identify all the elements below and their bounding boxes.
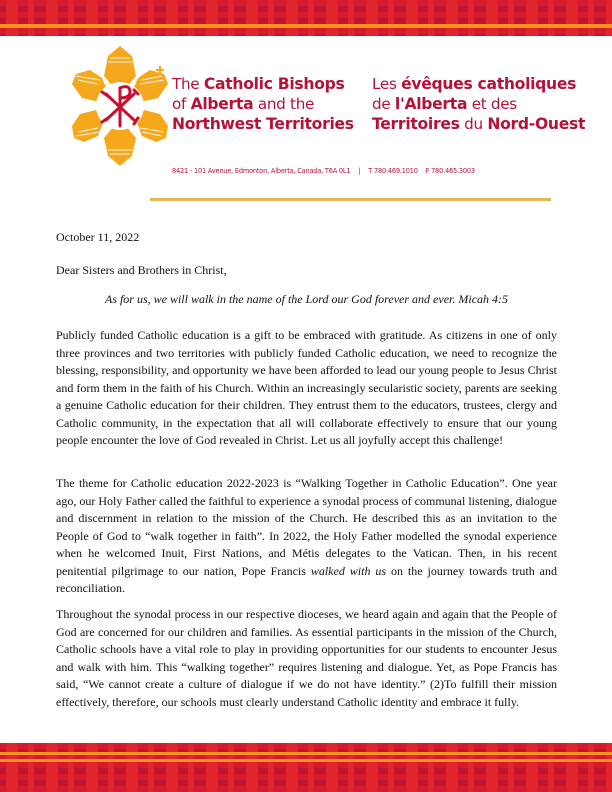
bottom-pattern-lower <box>0 762 612 792</box>
fax-number: F 780.465.3003 <box>425 167 475 175</box>
org-fr-line-1: Les évêques catholiques <box>372 75 577 93</box>
org-en-line-2: of Alberta and the <box>172 95 315 113</box>
scripture-quote: As for us, we will walk in the name of the Lord our God forever and ever. Micah 4:5 <box>104 292 509 306</box>
top-pattern-lower <box>0 28 612 36</box>
bottom-pattern-upper <box>0 743 612 752</box>
emphasis-walked-with-us: walked with us <box>310 563 387 578</box>
org-name-french <box>372 74 585 134</box>
org-fr-line-2: de l'Alberta et des <box>372 95 517 113</box>
header-divider <box>150 198 551 201</box>
paragraph-1: Publicly funded Catholic education is a gift to be embraced with gratitude. As citizens in one of only three provinces and two territories with publicly funded Catholic education, we need to recognize the blessing, responsibility, and opportunity we have been afforded to lead our young people to Jesus Christ and form them in the faith of his Church. Within an increasingly secularistic society, parents are seeking a genuine Catholic education for their children. They entrust them to the educators, trustees, clergy and Catholic community, in the expectation that all will collaborate effectively to ensure that our young people encounter the love of God revealed in Christ. Let us all joyfully accept this challenge! <box>56 328 557 447</box>
paragraph-3: Throughout the synodal process in our respective dioceses, we heard again and again that the People of God are concerned for our children and families. As essential participants in the mission of the Church, Catholic schools have a vital role to play in providing opportunities for our students to encounter Jesus and walk with him. This “walking together” requires listening and dialogue. Yet, as Pope Francis has said, “We cannot create a culture of dialogue if we do not have identity.” (2)To fulfill their mission effectively, therefore, our schools must clearly understand Catholic identity and embrace it fully. <box>56 607 557 709</box>
bottom-decorative-border <box>0 743 612 792</box>
paragraph-2: The theme for Catholic education 2022-2023 is “Walking Together in Catholic Education”. One year ago, our Holy Father called the faithful to experience a synodal process of communal listening, dialogue and discernment in relation to the mission of the Church. He described this as an invitation to the People of God to “walk together in faith”. In 2022, the Holy Father modelled the synodal experience when he welcomed Inuit, First Nations, and Métis delegates to the Vatican. Then, in his recent penitential pilgrimage to our nation, Pope Francis walked with us on the journey towards truth and reconciliation. <box>56 476 557 595</box>
phone-number: T 780.469.1010 <box>368 167 418 175</box>
top-pattern <box>0 0 612 24</box>
org-en-line-1: The Catholic Bishops <box>172 75 345 93</box>
org-fr-line-3: Territoires du Nord-Ouest <box>372 115 586 133</box>
letter-salutation: Dear Sisters and Brothers in Christ, <box>56 263 227 277</box>
contact-address-line <box>172 167 475 175</box>
top-decorative-border <box>0 0 612 36</box>
org-en-line-3: Northwest Territories <box>172 115 354 133</box>
chi-rho-sunburst-icon <box>62 42 178 170</box>
letter-date: October 11, 2022 <box>56 230 140 244</box>
org-name-english <box>172 74 354 134</box>
street-address: 8421 - 101 Avenue, Edmonton, Alberta, Canada, T6A 0L1 <box>172 167 351 175</box>
separator: | <box>358 167 361 175</box>
